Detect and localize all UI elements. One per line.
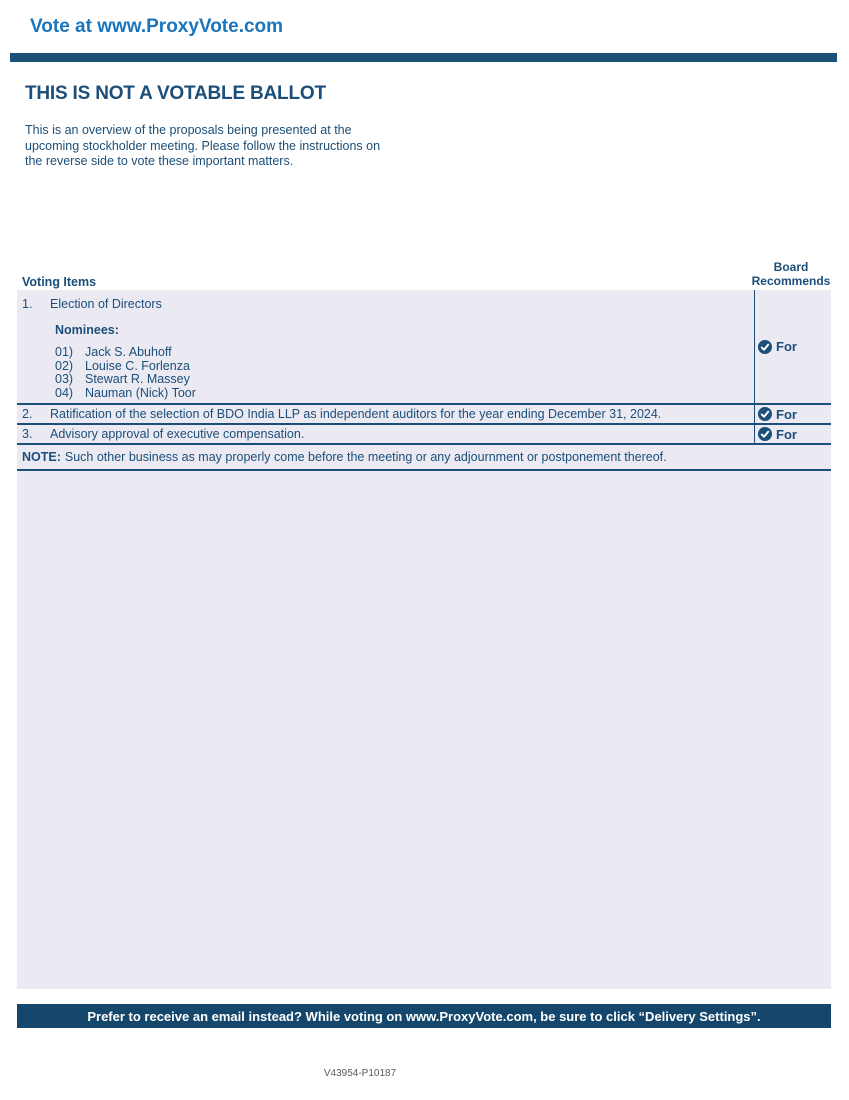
header-divider-bar (10, 53, 837, 62)
item1-title-line (17, 290, 754, 311)
item2-recommendation-cell (754, 405, 831, 423)
board-recommends-column-header (748, 261, 834, 288)
nominees-label: Nominees: (55, 323, 119, 337)
board-recommends-line: Recommends (751, 273, 831, 288)
board-recommends-line: Board (773, 260, 809, 274)
nominee-name: Louise C. Forlenza (85, 358, 190, 373)
table-row-note (17, 445, 831, 471)
intro-paragraph (25, 123, 380, 170)
recommendation-label: For (776, 426, 797, 442)
item1-number: 1. (22, 297, 33, 311)
table-row-executive-compensation (17, 425, 831, 445)
item2-number: 2. (22, 407, 33, 421)
list-item (55, 346, 754, 360)
item1-text: Election of Directors (50, 297, 162, 311)
recommendation (758, 407, 797, 422)
check-circle-icon (758, 427, 772, 441)
voting-items-table (17, 290, 831, 989)
recommendation (758, 339, 797, 354)
item3-text: Advisory approval of executive compensation. (50, 427, 305, 441)
nominee-number: 04) (55, 385, 74, 400)
item3-content (17, 425, 754, 443)
email-preference-banner: Prefer to receive an email instead? While voting on www.ProxyVote.com, be sure to click “Delivery Settings”. (17, 1004, 831, 1028)
intro-line: upcoming stockholder meeting. Please follow the instructions on (25, 138, 381, 153)
nominee-list (55, 346, 754, 400)
list-item (55, 373, 754, 387)
item3-recommendation-cell (754, 425, 831, 443)
list-item (55, 387, 754, 401)
item2-content (17, 405, 754, 423)
nominee-number: 03) (55, 372, 74, 387)
nominee-number: 01) (55, 345, 74, 359)
page-title: THIS IS NOT A VOTABLE BALLOT (25, 83, 326, 104)
table-row-auditor-ratification (17, 405, 831, 425)
vote-url-heading: Vote at www.ProxyVote.com (30, 16, 284, 37)
item1-content (17, 290, 754, 403)
nominee-number: 02) (55, 358, 74, 373)
intro-line: the reverse side to vote these important matters. (25, 154, 294, 168)
table-empty-area (17, 471, 831, 989)
check-circle-icon (758, 407, 772, 421)
document-code: V43954-P10187 (323, 1068, 397, 1079)
note-label: NOTE: (22, 450, 61, 464)
nominee-name: Jack S. Abuhoff (85, 345, 172, 359)
check-circle-icon (758, 340, 772, 354)
list-item (55, 360, 754, 374)
item3-number: 3. (22, 427, 33, 441)
intro-line: This is an overview of the proposals being presented at the (25, 123, 352, 137)
recommendation (758, 427, 797, 442)
nominee-name: Stewart R. Massey (85, 372, 190, 387)
item1-recommendation-cell (754, 290, 831, 403)
voting-items-column-header: Voting Items (22, 275, 97, 289)
item2-text: Ratification of the selection of BDO India LLP as independent auditors for the year ending December 31, 2024. (50, 407, 662, 421)
note-text: Such other business as may properly come before the meeting or any adjournment or postponement thereof. (64, 450, 667, 464)
nominee-name: Nauman (Nick) Toor (85, 385, 196, 400)
table-row-election-of-directors (17, 290, 831, 405)
recommendation-label: For (776, 406, 797, 422)
recommendation-label: For (776, 339, 797, 354)
